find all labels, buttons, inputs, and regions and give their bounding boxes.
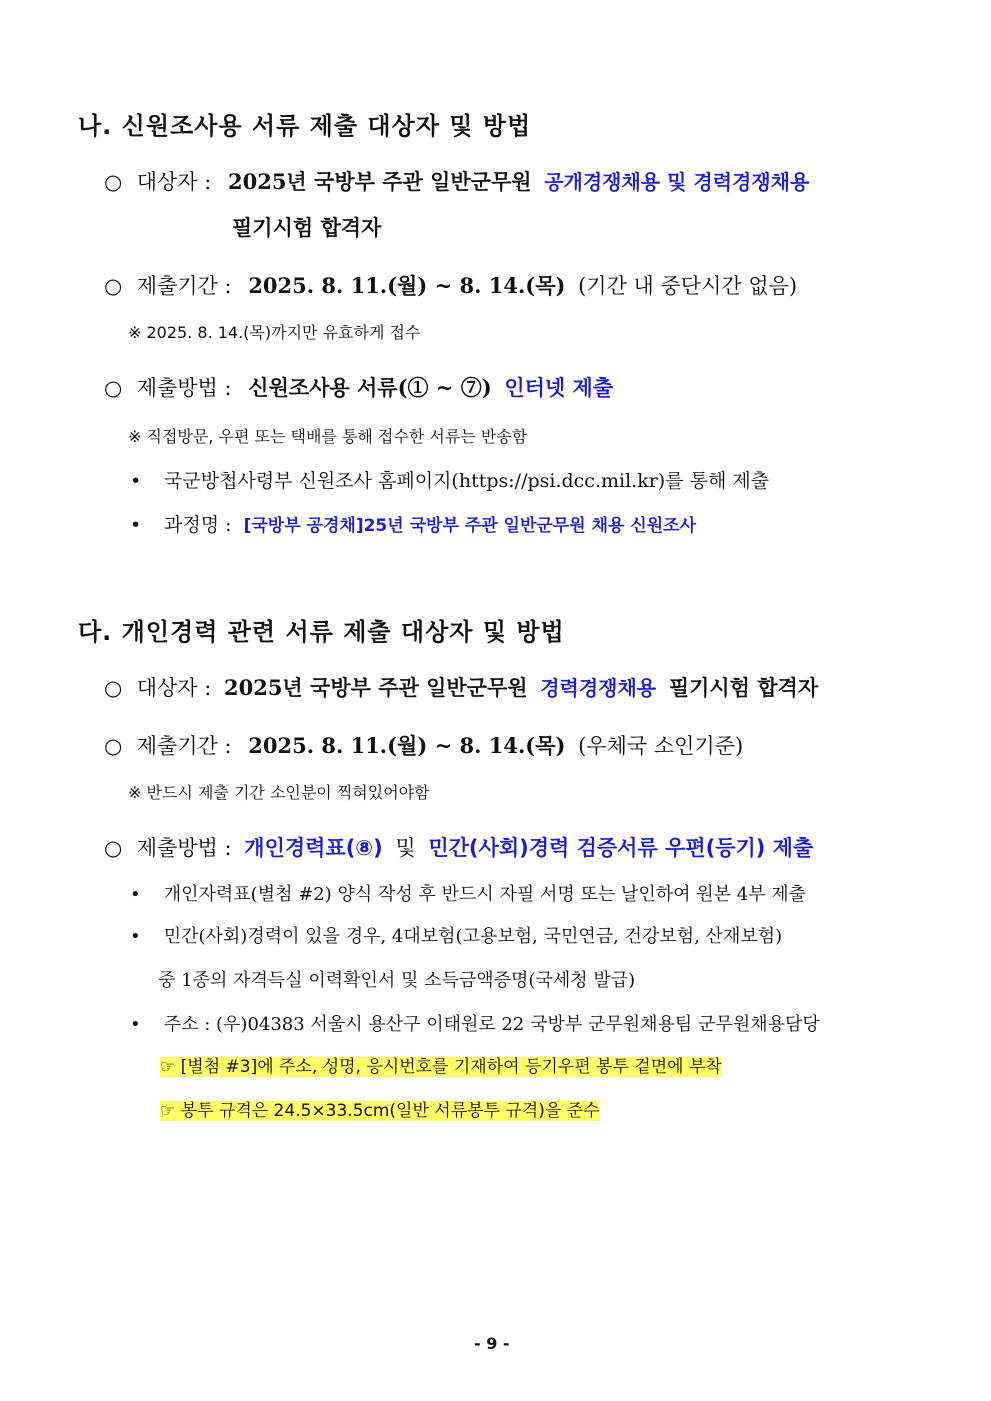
da-period-note: ※ 반드시 제출 기간 소인분이 찍혀있어야함 xyxy=(128,783,430,802)
na-target-label: 대상자 : xyxy=(136,170,212,194)
na-target-blue: 공개경쟁채용 및 경력경쟁채용 xyxy=(544,170,810,194)
na-method-blue: 인터넷 제출 xyxy=(504,376,614,400)
da-method-line xyxy=(104,832,813,862)
da-method-label: 제출방법 : xyxy=(136,836,232,860)
na-target-line2: 필기시험 합격자 xyxy=(232,215,382,240)
da-bullet-1 xyxy=(130,880,806,906)
na-period-rest: (기간 내 중단시간 없음) xyxy=(578,274,798,298)
da-period-rest: (우체국 소인기준) xyxy=(578,734,744,758)
na-target-line xyxy=(104,166,809,196)
highlight-text-2: ☞ 봉투 규격은 24.5×33.5cm(일반 서류봉투 규격)을 준수 xyxy=(160,1101,600,1121)
na-bullet-2 xyxy=(130,510,696,537)
na-bullet-2-label: 과정명 : xyxy=(164,514,232,536)
da-method-blue-2: 민간(사회)경력 검증서류 우편(등기) 제출 xyxy=(428,836,814,860)
circle-marker: ○ xyxy=(104,376,123,400)
section-heading-da: 다. 개인경력 관련 서류 제출 대상자 및 방법 xyxy=(78,618,565,646)
na-period-bold: 2025. 8. 11.(월) ~ 8. 14.(목) xyxy=(248,273,566,298)
circle-marker: ○ xyxy=(104,734,123,758)
da-period-bold: 2025. 8. 11.(월) ~ 8. 14.(목) xyxy=(248,733,566,758)
na-bullet-1-text: 국군방첩사령부 신원조사 홈페이지(https://psi.dcc.mil.kr)를 통해 제출 xyxy=(164,470,770,492)
na-method-label: 제출방법 : xyxy=(136,376,232,400)
na-bullet-2-blue: [국방부 공경채]25년 국방부 주관 일반군무원 채용 신원조사 xyxy=(243,516,697,536)
na-method-note: ※ 직접방문, 우편 또는 택배를 통해 접수한 서류는 반송함 xyxy=(128,427,528,446)
da-target-blue: 경력경쟁채용 xyxy=(540,676,657,700)
da-target-bold: 2025년 국방부 주관 일반군무원 xyxy=(223,675,528,700)
na-method-line xyxy=(104,372,613,402)
da-bullet-2-line1: 민간(사회)경력이 있을 경우, 4대보험(고용보험, 국민연금, 건강보험, 산재보험) xyxy=(163,926,783,947)
na-bullet-1 xyxy=(130,466,769,493)
section-heading-na: 나. 신원조사용 서류 제출 대상자 및 방법 xyxy=(78,112,532,140)
circle-marker: ○ xyxy=(104,274,123,298)
na-period-line xyxy=(104,270,797,300)
da-period-label: 제출기간 : xyxy=(136,734,232,758)
da-method-blue-1: 개인경력표(⑧) xyxy=(244,836,383,860)
da-bullet-2 xyxy=(130,922,782,948)
page-number: - 9 - xyxy=(474,1334,510,1353)
circle-marker: ○ xyxy=(104,836,123,860)
da-bullet-1-text: 개인자력표(별첨 #2) 양식 작성 후 반드시 자필 서명 또는 날인하여 원본 4부 제출 xyxy=(163,884,807,905)
bullet-marker: • xyxy=(130,470,142,492)
da-period-line xyxy=(104,730,743,760)
bullet-marker: • xyxy=(130,926,141,947)
da-target-bold2: 필기시험 합격자 xyxy=(668,675,819,700)
bullet-marker: • xyxy=(130,514,142,536)
bullet-marker: • xyxy=(130,884,141,905)
circle-marker: ○ xyxy=(104,170,123,194)
na-method-bold: 신원조사용 서류(① ~ ⑦) xyxy=(248,375,492,400)
circle-marker: ○ xyxy=(104,676,123,700)
da-highlight-2 xyxy=(160,1096,600,1121)
da-target-line xyxy=(104,672,818,702)
da-bullet-3-text: 주소 : (우)04383 서울시 용산구 이태원로 22 국방부 군무원채용팀 군무원채용담당 xyxy=(163,1014,820,1035)
highlight-text-1: ☞ [별첨 #3]에 주소, 성명, 응시번호를 기재하여 등기우편 봉투 겉면에 부착 xyxy=(160,1057,722,1077)
da-bullet-2-line2: 중 1종의 자격득실 이력확인서 및 소득금액증명(국세청 발급) xyxy=(158,970,636,991)
da-method-and: 및 xyxy=(395,836,416,860)
na-period-label: 제출기간 : xyxy=(136,274,232,298)
da-target-label: 대상자 : xyxy=(136,676,212,700)
na-period-note: ※ 2025. 8. 14.(목)까지만 유효하게 접수 xyxy=(128,323,421,342)
na-target-bold: 2025년 국방부 주관 일반군무원 xyxy=(227,169,532,194)
da-highlight-1 xyxy=(160,1052,722,1077)
da-bullet-3 xyxy=(130,1010,820,1036)
bullet-marker: • xyxy=(130,1014,141,1035)
